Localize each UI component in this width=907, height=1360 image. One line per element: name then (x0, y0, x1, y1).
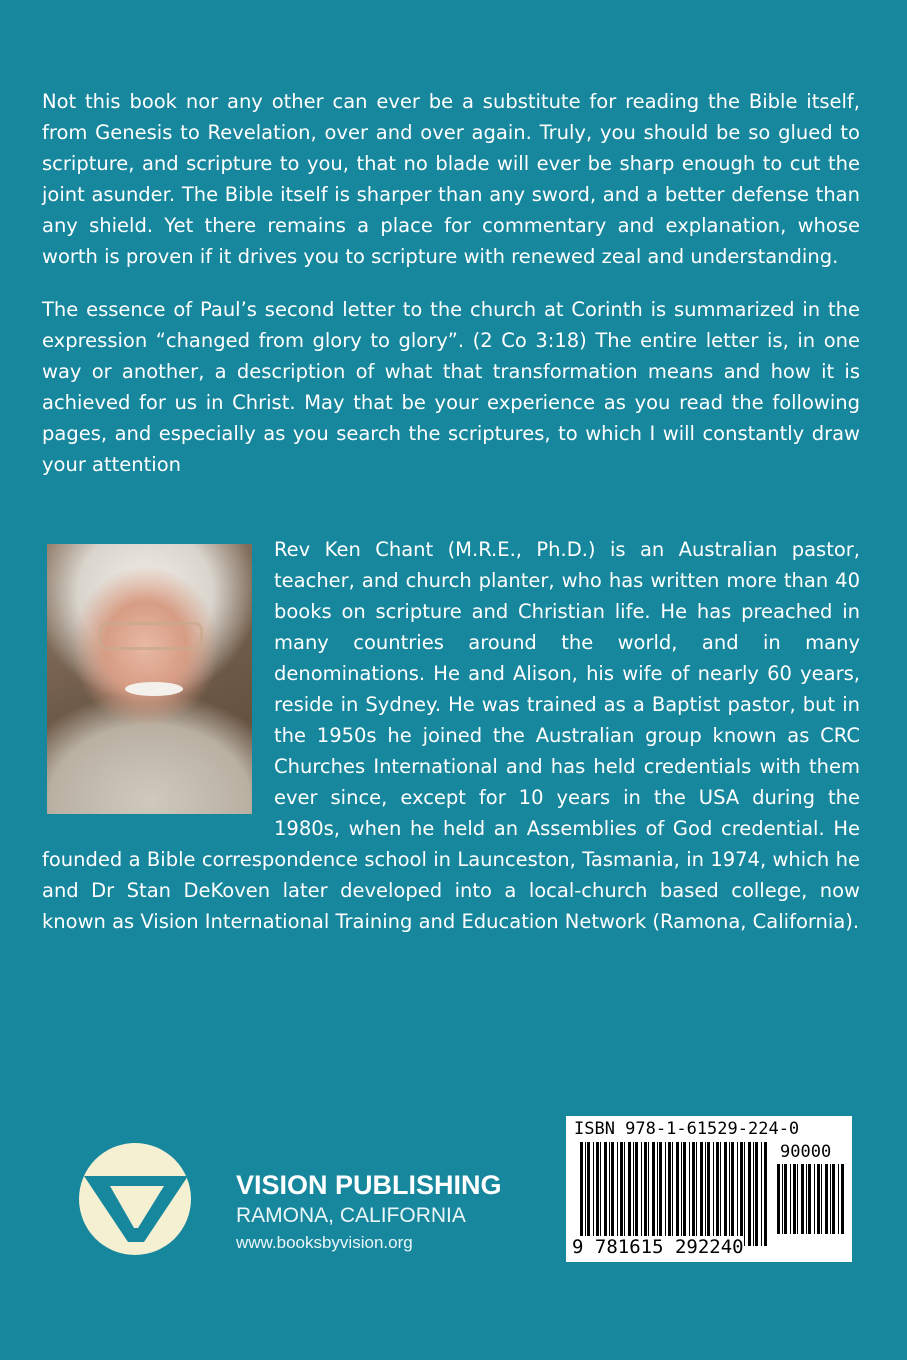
barcode-bar (832, 1164, 835, 1234)
barcode-bar (761, 1142, 762, 1246)
publisher-name: VISION PUBLISHING (236, 1170, 502, 1200)
barcode-bar (737, 1142, 738, 1246)
barcode-bar (784, 1164, 787, 1234)
publisher-url[interactable]: www.booksbyvision.org (236, 1233, 413, 1252)
barcode-bar (609, 1142, 610, 1246)
barcode-bar (825, 1164, 828, 1234)
barcode-bar (748, 1142, 751, 1246)
barcode-bar (652, 1142, 655, 1246)
barcode-bar (593, 1142, 594, 1246)
barcode-bar (744, 1142, 745, 1246)
barcode-bar (620, 1142, 623, 1246)
barcode-bar (611, 1142, 614, 1246)
main-barcode-bars (580, 1142, 770, 1246)
barcode-bar (696, 1142, 697, 1246)
barcode-bar (801, 1164, 804, 1234)
barcode-bar (624, 1142, 625, 1246)
barcode-bar (740, 1142, 743, 1246)
barcode-bar (790, 1164, 791, 1234)
isbn-label: ISBN 978-1-61529-224-0 (574, 1119, 800, 1139)
barcode-bar (596, 1142, 599, 1246)
barcode-bar (633, 1142, 634, 1246)
barcode-bar (604, 1142, 607, 1246)
barcode-bar (689, 1142, 690, 1246)
barcode-bar (635, 1142, 638, 1246)
barcode-bar (641, 1142, 642, 1246)
barcode-bar (580, 1142, 583, 1246)
barcode-bar (764, 1142, 767, 1246)
vision-logo-icon (78, 1142, 192, 1256)
barcode-bar (808, 1164, 811, 1234)
barcode-bar (793, 1164, 796, 1234)
barcode-bar (777, 1164, 780, 1234)
author-bio-text: Rev Ken Chant (M.R.E., Ph.D.) is an Australian pastor, teacher, and church planter, who has written more than 40 books on scripture and Christian life. He has preached in many countries around the world, and in many denominations. He and Alison, his wife of nearly 60 years, reside in Sydney. He was trained as a Baptist pastor, but in the 1950s he joined the Australian group known as CRC Churches International and has held credentials with them ever since, except for 10 years in the USA during the 1980s, when he held an Assemblies of God credential. He founded a Bible correspondence school in Launceston, Tasmania, in 1974, which he and Dr Stan DeKoven later developed into a local-church based college, now known as Vision International Training and Education Network (Ramona, California). (42, 538, 860, 933)
barcode-bar (683, 1142, 686, 1246)
barcode-bar (713, 1142, 714, 1246)
author-photo (47, 544, 252, 814)
barcode-bar (665, 1142, 666, 1246)
barcode-bar (676, 1142, 679, 1246)
barcode-bar (724, 1142, 727, 1246)
isbn-barcode (566, 1116, 852, 1262)
barcode-bar (841, 1164, 844, 1234)
barcode-bar (681, 1142, 682, 1246)
barcode-bar (814, 1164, 815, 1234)
barcode-bar (692, 1142, 695, 1246)
barcode-bar (600, 1142, 601, 1246)
barcode-bar (821, 1164, 822, 1234)
barcode-bar (707, 1142, 710, 1246)
barcode-bar (797, 1164, 798, 1234)
barcode-bar (753, 1142, 754, 1246)
barcode-bar (755, 1142, 758, 1246)
mustache-shape (125, 682, 183, 696)
barcode-bar (782, 1164, 783, 1234)
barcode-bar (729, 1142, 730, 1246)
barcode-bar (657, 1142, 658, 1246)
addon-barcode-bars (777, 1164, 845, 1234)
barcode-bar (720, 1142, 721, 1246)
barcode-bar (672, 1142, 673, 1246)
author-bio-section (42, 534, 860, 937)
glasses-shape (99, 622, 203, 650)
barcode-bar (700, 1142, 703, 1246)
barcode-bar (806, 1164, 807, 1234)
barcode-bar (716, 1142, 719, 1246)
barcode-bar (659, 1142, 662, 1246)
addon-code: 90000 (780, 1142, 832, 1162)
barcode-bar (705, 1142, 706, 1246)
barcode-bar (587, 1142, 590, 1246)
barcode-bar (585, 1142, 586, 1246)
barcode-bar (817, 1164, 820, 1234)
barcode-bar (628, 1142, 631, 1246)
barcode-bar (644, 1142, 647, 1246)
barcode-bar (648, 1142, 649, 1246)
intro-paragraph: Not this book nor any other can ever be a substitute for reading the Bible itself, from Genesis to Revelation, over and over again. Truly, you should be so glued to scripture, and scripture to you, that no blade will ever be sharp enough to cut the joint asunder. The Bible itself is sharper than any sword, and a better defense than any shield. Yet there remains a place for commentary and explanation, whose worth is proven if it drives you to scripture with renewed zeal and understanding. (42, 90, 860, 268)
barcode-bar (668, 1142, 671, 1246)
barcode-digits: 9 781615 292240 (572, 1236, 744, 1258)
summary-paragraph: The essence of Paul’s second letter to the church at Corinth is summarized in the expression “changed from glory to glory”. (2 Co 3:18) The entire letter is, in one way or another, a description of what that transformation means and how it is achieved for us in Christ. May that be your experience as you read the following pages, and especially as you search the scriptures, to which I will constantly draw your attention (42, 298, 860, 476)
barcode-bar (838, 1164, 839, 1234)
barcode-bar (830, 1164, 831, 1234)
barcode-bar (731, 1142, 734, 1246)
barcode-bar (617, 1142, 618, 1246)
publisher-city: RAMONA, CALIFORNIA (236, 1204, 466, 1227)
